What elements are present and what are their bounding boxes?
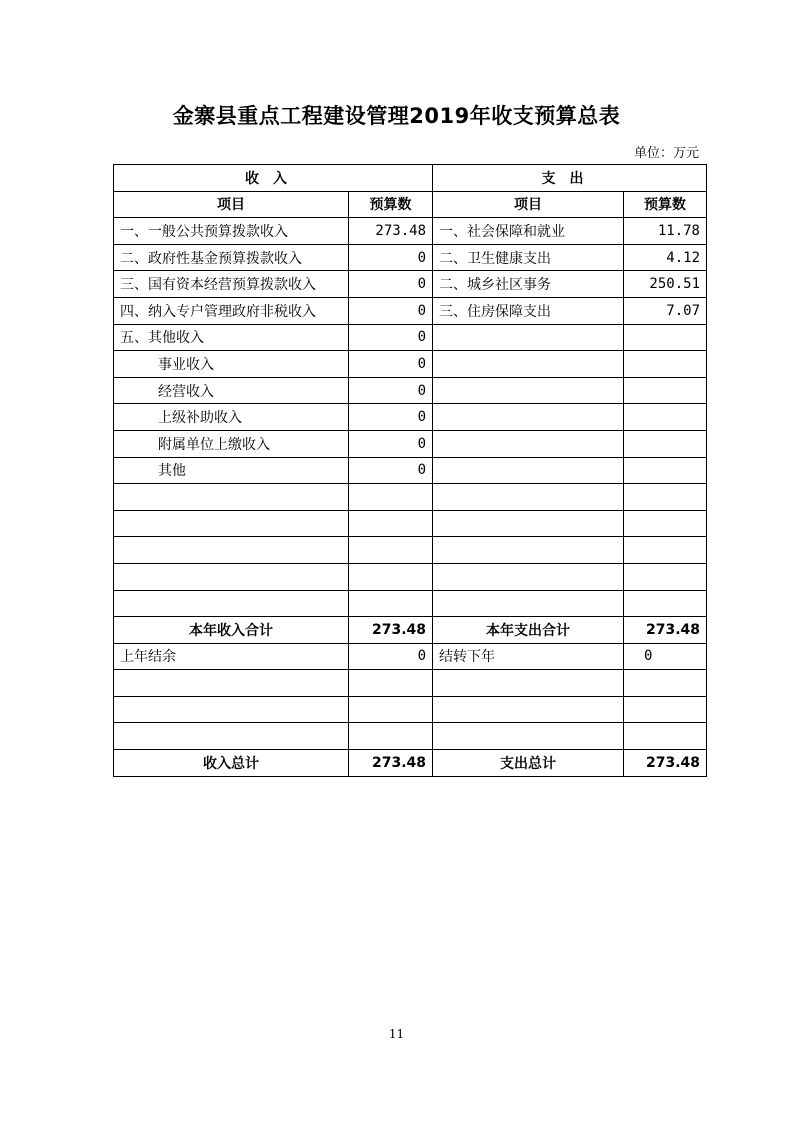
empty-cell [624,351,707,378]
expense-item-label: 二、卫生健康支出 [433,244,624,271]
income-item-label: 四、纳入专户管理政府非税收入 [114,297,349,324]
table-row [114,218,707,245]
expense-item-label: 三、住房保障支出 [433,297,624,324]
table-row [114,351,707,378]
income-item-value: 0 [349,404,433,431]
expense-grand-total-value: 273.48 [624,750,707,777]
table-row [114,404,707,431]
year-expense-total-label: 本年支出合计 [433,617,624,644]
empty-cell [433,404,624,431]
income-item-value: 273.48 [349,218,433,245]
empty-row [114,563,707,590]
income-item-header: 项目 [114,191,349,218]
expense-item-value: 11.78 [624,218,707,245]
empty-row [114,723,707,750]
income-section-header: 收入 [114,165,433,192]
prior-year-balance-value: 0 [349,643,433,670]
empty-cell [433,351,624,378]
section-header-row [114,165,707,192]
income-item-label: 经营收入 [114,377,349,404]
table-row [114,457,707,484]
carry-forward-label: 结转下年 [433,643,624,670]
grand-total-row [114,750,707,777]
expense-item-label: 二、城乡社区事务 [433,271,624,298]
page-number: 11 [388,1027,405,1041]
expense-grand-total-label: 支出总计 [433,750,624,777]
expense-item-label: 一、社会保障和就业 [433,218,624,245]
table-row [114,297,707,324]
carry-row [114,643,707,670]
carry-forward-value: 0 [624,643,707,670]
unit-label: 单位：万元 [633,146,699,161]
income-item-label: 五、其他收入 [114,324,349,351]
expense-item-value: 7.07 [624,297,707,324]
expense-item-header: 项目 [433,191,624,218]
income-grand-total-value: 273.48 [349,750,433,777]
empty-cell [433,430,624,457]
income-item-value: 0 [349,377,433,404]
income-item-label: 一、一般公共预算拨款收入 [114,218,349,245]
table-row [114,324,707,351]
empty-row [114,484,707,511]
empty-cell [433,377,624,404]
empty-cell [624,377,707,404]
year-total-row [114,617,707,644]
empty-row [114,590,707,617]
income-grand-total-label: 收入总计 [114,750,349,777]
column-header-row [114,191,707,218]
income-item-value: 0 [349,297,433,324]
table-row [114,377,707,404]
income-item-value: 0 [349,457,433,484]
page-title: 金寨县重点工程建设管理2019年收支预算总表 [172,104,621,128]
empty-row [114,696,707,723]
income-item-label: 上级补助收入 [114,404,349,431]
table-row [114,430,707,457]
income-item-value: 0 [349,244,433,271]
year-income-total-value: 273.48 [349,617,433,644]
expense-budget-header: 预算数 [624,191,707,218]
income-item-value: 0 [349,351,433,378]
income-item-value: 0 [349,271,433,298]
empty-cell [624,324,707,351]
income-item-label: 附属单位上缴收入 [114,430,349,457]
expense-item-value: 4.12 [624,244,707,271]
table-row [114,271,707,298]
income-budget-header: 预算数 [349,191,433,218]
year-income-total-label: 本年收入合计 [114,617,349,644]
empty-row [114,537,707,564]
income-item-label: 事业收入 [114,351,349,378]
empty-cell [433,324,624,351]
prior-year-balance-label: 上年结余 [114,643,349,670]
empty-row [114,670,707,697]
income-item-value: 0 [349,324,433,351]
expense-item-value: 250.51 [624,271,707,298]
income-item-label: 二、政府性基金预算拨款收入 [114,244,349,271]
income-item-label: 其他 [114,457,349,484]
year-expense-total-value: 273.48 [624,617,707,644]
empty-cell [624,457,707,484]
empty-cell [624,430,707,457]
empty-cell [624,404,707,431]
income-item-value: 0 [349,430,433,457]
empty-row [114,510,707,537]
budget-summary-table [113,164,707,777]
table-row [114,244,707,271]
income-item-label: 三、国有资本经营预算拨款收入 [114,271,349,298]
empty-cell [433,457,624,484]
expense-section-header: 支出 [433,165,707,192]
